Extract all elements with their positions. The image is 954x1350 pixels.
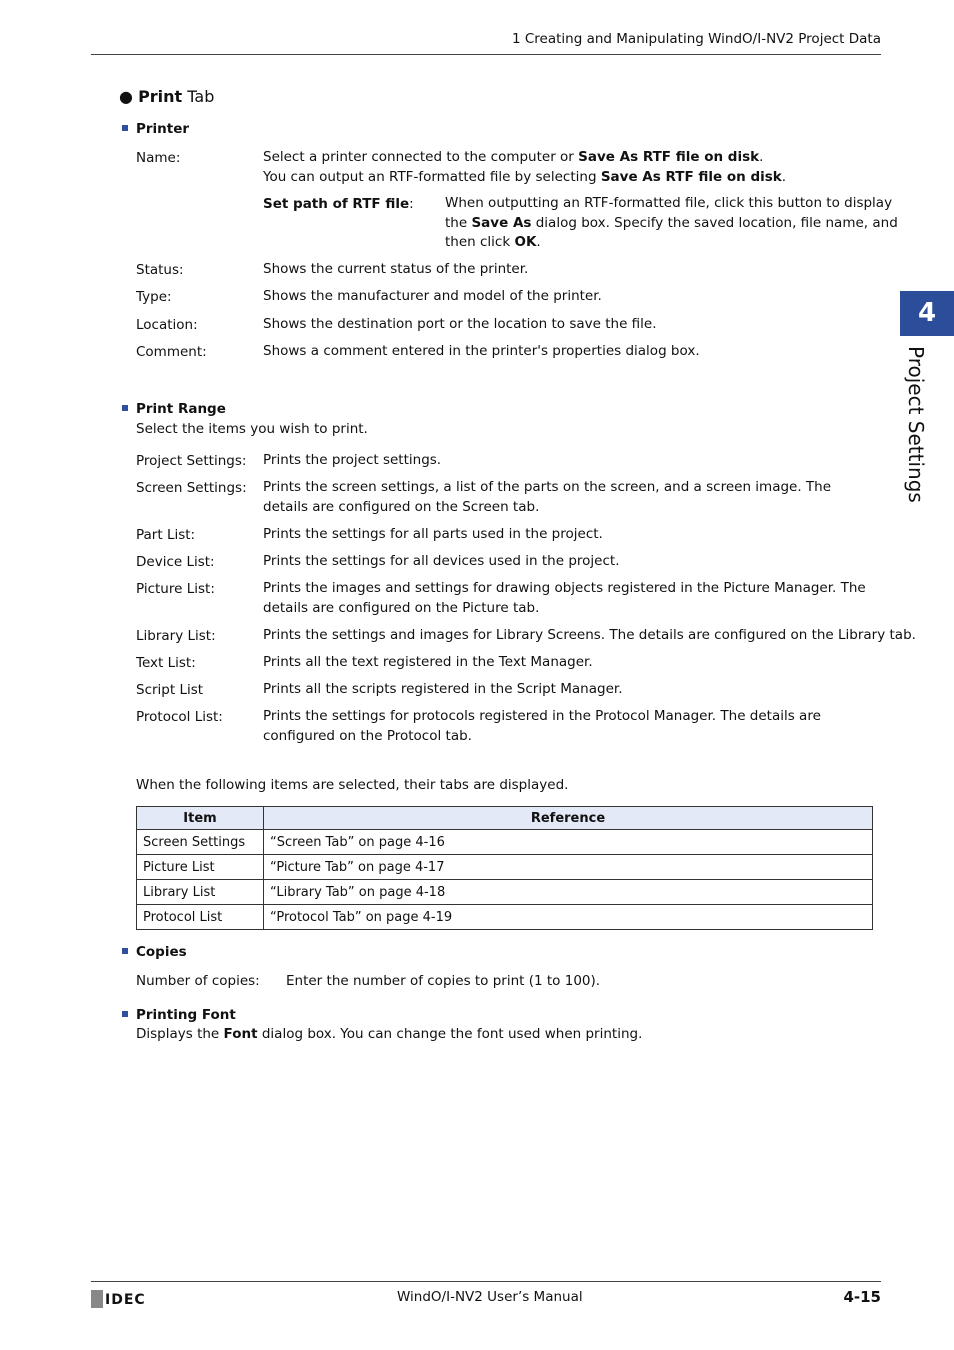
table-row [137, 830, 873, 855]
page-number: 4-15 [843, 1288, 881, 1306]
column-header-reference: Reference [264, 807, 873, 830]
print-range-heading: Print Range [122, 401, 226, 417]
print-range-intro: Select the items you wish to print. [136, 421, 368, 437]
table-cell-reference[interactable]: “Library Tab” on page 4-18 [264, 880, 873, 905]
name-label: Name: [136, 150, 181, 166]
table-cell-reference[interactable]: “Protocol Tab” on page 4-19 [264, 905, 873, 930]
chapter-number-tab: 4 [900, 291, 954, 336]
range-description: Prints the screen settings, a list of the parts on the screen, and a screen image. The details are configured on the Screen tab. [263, 479, 832, 515]
range-description: Prints the settings for all devices used in the project. [263, 553, 620, 569]
range-label: Screen Settings: [136, 480, 247, 496]
copies-description: Enter the number of copies to print (1 to 100). [286, 973, 601, 989]
square-bullet-icon [122, 948, 128, 954]
running-header: 1 Creating and Manipulating WindO/I-NV2 Project Data [511, 31, 881, 47]
manual-title: WindO/I-NV2 User’s Manual [397, 1289, 583, 1305]
location-description: Shows the destination port or the location to save the file. [263, 316, 657, 332]
chapter-side-label: Project Settings [904, 346, 928, 503]
table-row [137, 855, 873, 880]
range-description: Prints the settings for protocols registered in the Protocol Manager. The details are configured on the Protocol tab. [263, 708, 821, 744]
range-description: Prints all the scripts registered in the Script Manager. [263, 681, 623, 697]
rtf-path-label: Set path of RTF file: [263, 196, 414, 212]
rtf-path-description: When outputting an RTF-formatted file, click this button to display the Save As dialog box. Specify the saved location, file name, and then click OK. [445, 195, 898, 250]
printing-font-heading: Printing Font [122, 1007, 236, 1023]
table-row [137, 905, 873, 930]
type-label: Type: [136, 289, 172, 305]
range-label: Device List: [136, 554, 215, 570]
printing-font-description: Displays the Font dialog box. You can change the font used when printing. [136, 1026, 643, 1042]
idec-logo: IDEC [91, 1290, 146, 1308]
footer-rule [91, 1281, 881, 1282]
range-description: Prints the settings for all parts used in the project. [263, 526, 603, 542]
table-cell-reference[interactable]: “Screen Tab” on page 4-16 [264, 830, 873, 855]
range-label: Project Settings: [136, 453, 247, 469]
table-cell-item: Library List [137, 880, 264, 905]
header-rule [91, 54, 881, 55]
location-label: Location: [136, 317, 198, 333]
printer-heading: Printer [122, 121, 189, 137]
comment-description: Shows a comment entered in the printer's properties dialog box. [263, 343, 700, 359]
table-row [137, 880, 873, 905]
table-header-row [137, 807, 873, 830]
square-bullet-icon [122, 405, 128, 411]
range-label: Protocol List: [136, 709, 223, 725]
range-label: Script List [136, 682, 204, 698]
range-label: Part List: [136, 527, 196, 543]
bullet-icon: ● [119, 87, 133, 106]
copies-label: Number of copies: [136, 973, 260, 989]
table-cell-item: Screen Settings [137, 830, 264, 855]
column-header-item: Item [137, 807, 264, 830]
range-description: Prints the images and settings for drawing objects registered in the Picture Manager. The details are configured on the Picture tab. [263, 580, 866, 616]
range-label: Picture List: [136, 581, 215, 597]
reference-table [136, 806, 873, 930]
status-label: Status: [136, 262, 184, 278]
table-cell-reference[interactable]: “Picture Tab” on page 4-17 [264, 855, 873, 880]
square-bullet-icon [122, 125, 128, 131]
range-label: Text List: [136, 655, 196, 671]
status-description: Shows the current status of the printer. [263, 261, 529, 277]
table-cell-item: Picture List [137, 855, 264, 880]
table-cell-item: Protocol List [137, 905, 264, 930]
range-label: Library List: [136, 628, 216, 644]
logo-mark-icon [91, 1290, 103, 1308]
range-description: Prints the settings and images for Library Screens. The details are configured on the Library tab. [263, 627, 916, 643]
square-bullet-icon [122, 1011, 128, 1017]
type-description: Shows the manufacturer and model of the printer. [263, 288, 602, 304]
range-description: Prints the project settings. [263, 452, 442, 468]
range-description: Prints all the text registered in the Text Manager. [263, 654, 593, 670]
copies-heading: Copies [122, 944, 187, 960]
comment-label: Comment: [136, 344, 207, 360]
tabs-displayed-note: When the following items are selected, their tabs are displayed. [136, 777, 569, 793]
section-title: ● Print Tab [119, 87, 215, 106]
name-description: Select a printer connected to the computer or Save As RTF file on disk. You can output an RTF-formatted file by selecting Save As RTF file on disk. [263, 149, 787, 185]
